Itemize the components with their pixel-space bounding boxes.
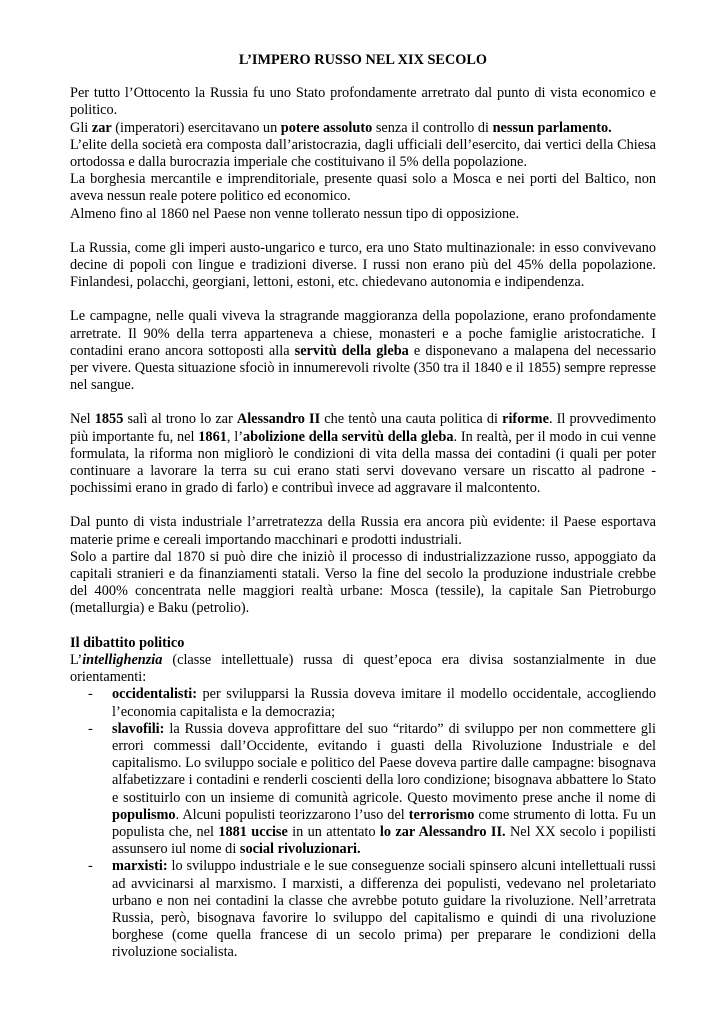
list-item-marxisti: - marxisti: lo sviluppo industriale e le sue conseguenze sociali spinsero alcuni intellettuali russi ad avvicinarsi al marxismo. I marxisti, a differenza dei populisti, vedevano nel proletariato urbano e non nei contadini la classe che avrebbe potuto guidare la rivoluzione. Nell’arretrata Russia, però, bisognava favorire lo sviluppo del capitalismo e quindi di una rivoluzione borghese (come quella francese di un secolo prima) per preparare le condizioni della rivoluzione socialista.: [88, 858, 656, 961]
term-riforme: riforme: [502, 411, 549, 428]
paragraph-countryside: Le campagne, nelle quali viveva la stragrande maggioranza della popolazione, erano profondamente arretrate. Il 90% della terra apparteneva a chiese, monasteri e a poche famiglie aristocratiche. I contadini erano ancora sottoposti alla servitù della gleba e disponevano a malapena del necessario per vivere. Questa situazione sfociò in innumerevoli rivolte (350 tra il 1840 e il 1855) sempre represse nel sangue.: [70, 308, 656, 394]
term-populismo: populismo: [112, 806, 176, 823]
term-social-rivoluzionari: social rivoluzionari.: [239, 841, 361, 858]
term-terrorismo: terrorismo: [408, 806, 475, 823]
orientations-list: [70, 686, 656, 961]
paragraph-alexander-ii: Nel 1855 salì al trono lo zar Alessandro II che tentò una cauta politica di riforme. Il provvedimento più importante fu, nel 1861, l’abolizione della servitù della gleba. In realtà, per il modo in cui venne formulata, la riforma non migliorò le condizioni di vita della massa dei contadini (i quali per poter continuare a lavorare la terra su cui erano stati servi dovevano versare un riscatto al padrone - pochissimi erano in grado di farlo) e contribuì invece ad aggravare il malcontento.: [70, 411, 657, 497]
list-item-slavofili: - slavofili: la Russia doveva approfittare del suo “ritardo” di sviluppo per non commettere gli errori commessi dall’Occidente, evitando i guasti della Rivoluzione Industriale e del capitalismo. Lo sviluppo sociale e politico del Paese doveva partire dalle campagne: bisognava alfabetizzare i contadini e renderli coscienti della loro condizione; bisognava abbattere lo Stato e sostituirlo con un insieme di comunità agricole. Questo movimento prese anche il nome di populismo. Alcuni populisti teorizzarono l’uso del terrorismo come strumento di lotta. Fu un populista che, nel 1881 uccise in un attentato lo zar Alessandro II. Nel XX secolo i popilisti assunsero iul nome di social rivoluzionari.: [88, 720, 656, 858]
term-1881-uccise: 1881 uccise: [218, 823, 288, 840]
overview-line-3: L’elite della società era composta dall’aristocrazia, dagli ufficiali dell’esercito, dai vertici della Chiesa ortodossa e dalla burocrazia imperiale che costituivano il 5% della popolazione.: [70, 136, 656, 171]
paragraph-industry: [70, 514, 656, 617]
industry-line-2: Solo a partire dal 1870 si può dire che iniziò il processo di industrializzazione russo, appoggiato da capitali stranieri e da finanziamenti statali. Verso la fine del secolo la produzione industriale crebbe del 400% concentrata nelle maggiori realtà urbane: Mosca (tessile), la capitale San Pietroburgo (metallurgia) e Baku (petrolio).: [70, 548, 656, 617]
term-potere-assoluto: potere assoluto: [280, 119, 373, 136]
term-marxisti: marxisti:: [112, 858, 168, 875]
paragraph-overview: [70, 85, 656, 223]
dash-bullet: -: [88, 720, 93, 737]
term-zar: zar: [91, 119, 112, 136]
section-heading: Il dibattito politico: [70, 634, 185, 651]
term-abolizione: abolizione della servitù della gleba: [242, 428, 454, 445]
term-occidentalisti: occidentalisti:: [112, 686, 197, 703]
term-1861: 1861: [198, 428, 227, 445]
paragraph-multinational: La Russia, come gli imperi austo-ungarico e turco, era uno Stato multinazionale: in esso convivevano decine di popoli con lingue e tradizioni diverse. I russi non erano più del 45% della popolazione. Finlandesi, polacchi, georgiani, lettoni, estoni, etc. chiedevano autonomia e indipendenza.: [70, 239, 656, 291]
overview-line-4: La borghesia mercantile e imprenditoriale, presente quasi solo a Mosca e nei porti del Baltico, non aveva nessun reale potere politico ed economico.: [70, 171, 656, 205]
term-1855: 1855: [94, 411, 124, 428]
document-title: L’IMPERO RUSSO NEL XIX SECOLO: [238, 52, 488, 68]
overview-line-5: Almeno fino al 1860 nel Paese non venne tollerato nessun tipo di opposizione.: [70, 205, 520, 222]
term-intellighenzia: intellighenzia: [82, 651, 163, 668]
overview-line-1: Per tutto l’Ottocento la Russia fu uno Stato profondamente arretrato dal punto di vista economico e politico.: [70, 85, 656, 119]
industry-line-1: Dal punto di vista industriale l’arretratezza della Russia era ancora più evidente: il Paese esportava materie prime e cereali importando macchinari e prodotti industriali.: [70, 514, 656, 548]
term-zar-alessandro-ii: lo zar Alessandro II.: [379, 823, 506, 840]
dash-bullet: -: [88, 858, 93, 875]
dash-bullet: -: [88, 686, 93, 703]
overview-line-2: Gli zar (imperatori) esercitavano un potere assoluto senza il controllo di nessun parlamento.: [70, 119, 612, 136]
section-intro: L’intellighenzia (classe intellettuale) russa di quest’epoca era divisa sostanzialmente in due orientamenti:: [70, 651, 656, 686]
term-slavofili: slavofili:: [112, 720, 165, 737]
term-nessun-parlamento: nessun parlamento.: [492, 119, 612, 136]
term-servitu-gleba: servitù della gleba: [294, 342, 409, 359]
list-item-occidentalisti: - occidentalisti: per svilupparsi la Russia doveva imitare il modello occidentale, accogliendo l’economia capitalista e la democrazia;: [88, 686, 656, 720]
term-alessandro-ii: Alessandro II: [236, 411, 321, 428]
